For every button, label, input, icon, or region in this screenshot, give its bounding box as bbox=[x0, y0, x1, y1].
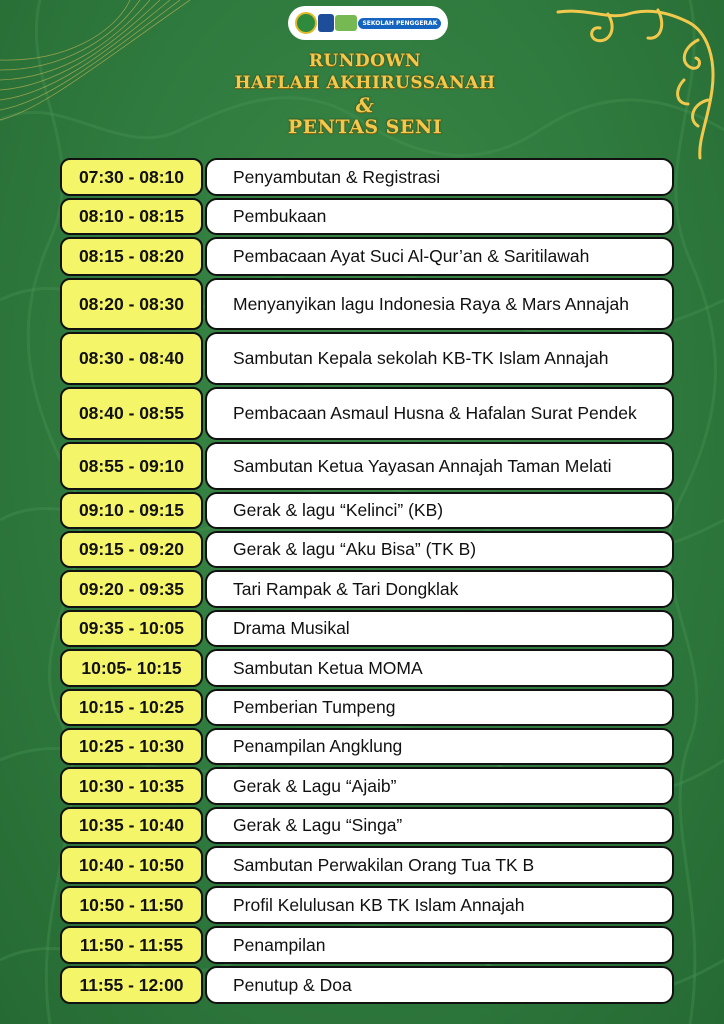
schedule-time: 10:25 - 10:30 bbox=[60, 728, 203, 765]
schedule-activity-text: Gerak & lagu “Kelinci” (KB) bbox=[233, 500, 444, 520]
schedule-time: 10:35 - 10:40 bbox=[60, 807, 203, 844]
schedule-activity-text: Gerak & Lagu “Ajaib” bbox=[233, 775, 397, 796]
schedule-time: 10:05- 10:15 bbox=[60, 649, 203, 687]
unesco-logo bbox=[318, 14, 334, 32]
schedule-time: 08:55 - 09:10 bbox=[60, 442, 203, 490]
schedule-row bbox=[60, 492, 674, 529]
schedule-activity-text: Penampilan bbox=[233, 934, 326, 955]
schedule-time: 07:30 - 08:10 bbox=[60, 158, 203, 196]
schedule-time: 08:20 - 08:30 bbox=[60, 278, 203, 330]
schedule-row bbox=[60, 442, 674, 490]
schedule-row bbox=[60, 278, 674, 330]
schedule-time: 11:55 - 12:00 bbox=[60, 966, 203, 1004]
schedule-activity-text: Tari Rampak & Tari Dongklak bbox=[233, 578, 459, 599]
schedule-activity bbox=[205, 492, 674, 529]
schedule-activity-text: Drama Musikal bbox=[233, 618, 350, 638]
schedule-activity-text: Sambutan Perwakilan Orang Tua TK B bbox=[233, 854, 535, 875]
schedule-activity bbox=[205, 332, 674, 385]
schedule-time: 08:10 - 08:15 bbox=[60, 198, 203, 235]
schedule-time: 11:50 - 11:55 bbox=[60, 926, 203, 964]
schedule-activity bbox=[205, 926, 674, 964]
title-rundown: RUNDOWN bbox=[308, 51, 422, 71]
schedule-activity bbox=[205, 966, 674, 1004]
schedule-activity-text: Gerak & lagu “Aku Bisa” (TK B) bbox=[233, 539, 477, 559]
schedule-activity bbox=[205, 387, 674, 440]
schedule-activity bbox=[205, 442, 674, 490]
gold-ornament-corner bbox=[548, 0, 724, 160]
schedule-row bbox=[60, 387, 674, 440]
schedule-row bbox=[60, 689, 674, 726]
title-event: HAFLAH AKHIRUSSANAH bbox=[234, 73, 496, 93]
schedule-time: 09:15 - 09:20 bbox=[60, 531, 203, 568]
schedule-activity-text: Menyanyikan lagu Indonesia Raya & Mars Annajah bbox=[233, 293, 629, 314]
schedule-row bbox=[60, 531, 674, 568]
schedule-row bbox=[60, 332, 674, 385]
schedule-row bbox=[60, 198, 674, 235]
school-logo bbox=[335, 15, 357, 31]
schedule-activity-text: Sambutan Ketua Yayasan Annajah Taman Melati bbox=[233, 455, 612, 476]
schedule-activity-text: Gerak & Lagu “Singa” bbox=[233, 815, 403, 835]
schedule-row bbox=[60, 728, 674, 765]
schedule-row bbox=[60, 846, 674, 884]
schedule-row bbox=[60, 158, 674, 196]
schedule-activity-text: Pemberian Tumpeng bbox=[233, 697, 396, 717]
schedule-activity bbox=[205, 846, 674, 884]
schedule-activity bbox=[205, 649, 674, 687]
schedule-row bbox=[60, 926, 674, 964]
schedule-row bbox=[60, 767, 674, 805]
schedule-row bbox=[60, 610, 674, 647]
partner-logos bbox=[288, 6, 448, 40]
schedule-activity bbox=[205, 689, 674, 726]
schedule-time: 09:35 - 10:05 bbox=[60, 610, 203, 647]
title-pentas-seni: PENTAS SENI bbox=[287, 116, 443, 138]
schedule-activity-text: Sambutan Ketua MOMA bbox=[233, 657, 423, 678]
kemenag-logo bbox=[295, 12, 317, 34]
schedule-time: 10:50 - 11:50 bbox=[60, 886, 203, 924]
title-ampersand: & bbox=[355, 93, 375, 117]
schedule-row bbox=[60, 237, 674, 276]
schedule-activity bbox=[205, 610, 674, 647]
schedule-time: 08:40 - 08:55 bbox=[60, 387, 203, 440]
schedule-row bbox=[60, 886, 674, 924]
schedule-time: 10:30 - 10:35 bbox=[60, 767, 203, 805]
schedule-row bbox=[60, 570, 674, 608]
schedule-activity bbox=[205, 767, 674, 805]
schedule-activity bbox=[205, 278, 674, 330]
schedule-time: 10:15 - 10:25 bbox=[60, 689, 203, 726]
schedule-activity-text: Pembukaan bbox=[233, 206, 327, 226]
schedule-activity bbox=[205, 237, 674, 276]
schedule-activity-text: Penampilan Angklung bbox=[233, 736, 403, 756]
schedule-row bbox=[60, 966, 674, 1004]
schedule-activity bbox=[205, 570, 674, 608]
schedule-activity-text: Pembacaan Ayat Suci Al-Qur’an & Saritilawah bbox=[233, 246, 590, 266]
schedule-time: 08:15 - 08:20 bbox=[60, 237, 203, 276]
sekolah-penggerak-logo: SEKOLAH PENGGERAK bbox=[358, 18, 441, 29]
schedule-activity-text: Pembacaan Asmaul Husna & Hafalan Surat Pendek bbox=[233, 403, 637, 423]
schedule-time: 08:30 - 08:40 bbox=[60, 332, 203, 385]
schedule-time: 10:40 - 10:50 bbox=[60, 846, 203, 884]
schedule-activity bbox=[205, 158, 674, 196]
schedule-row bbox=[60, 649, 674, 687]
schedule-activity-text: Penutup & Doa bbox=[233, 974, 352, 995]
schedule-activity-text: Profil Kelulusan KB TK Islam Annajah bbox=[233, 894, 525, 915]
schedule-activity-text: Sambutan Kepala sekolah KB-TK Islam Annajah bbox=[233, 348, 609, 368]
schedule-activity bbox=[205, 728, 674, 765]
schedule-activity bbox=[205, 807, 674, 844]
schedule-row bbox=[60, 807, 674, 844]
schedule-time: 09:10 - 09:15 bbox=[60, 492, 203, 529]
page-title bbox=[160, 50, 570, 138]
schedule-activity-text: Penyambutan & Registrasi bbox=[233, 166, 441, 187]
schedule-activity bbox=[205, 531, 674, 568]
schedule-activity bbox=[205, 886, 674, 924]
schedule-activity bbox=[205, 198, 674, 235]
schedule-time: 09:20 - 09:35 bbox=[60, 570, 203, 608]
